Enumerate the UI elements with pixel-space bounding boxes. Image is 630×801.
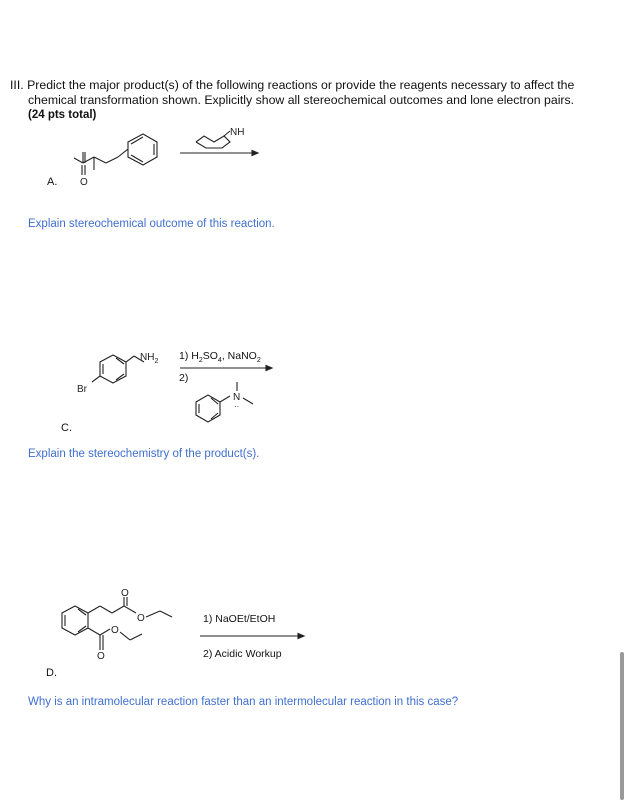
part-d-prompt: Why is an intramolecular reaction faster than an intermolecular reaction in this case?	[28, 696, 459, 708]
question-points: (24 pts total)	[28, 109, 97, 121]
question-line-2: chemical transformation shown. Explicitly show all stereochemical outcomes and lone electron pairs.	[28, 93, 575, 107]
part-c-amine-nitrogen: N	[233, 392, 241, 403]
part-c-step1: 1) $H_2SO_4$, NaNO$_2$	[179, 350, 261, 365]
question-line-1: III. Predict the major product(s) of the following reactions or provide the reagents necessary to affect the	[10, 78, 575, 92]
part-c-reactant-structure	[92, 355, 144, 383]
part-a-label: A.	[47, 176, 58, 188]
part-a-reagent-nh: NH	[230, 127, 245, 138]
part-a-carbonyl-oxygen: O	[80, 177, 88, 188]
part-d-upper-carbonyl-oxygen: O	[121, 588, 129, 599]
part-d-reactant-structure	[62, 597, 172, 650]
part-a-reactant-structure	[74, 134, 157, 175]
part-d-lower-carbonyl-oxygen: O	[97, 651, 105, 662]
part-c-lone-pair: ··	[234, 402, 240, 411]
part-c-step2: 2)	[179, 372, 189, 384]
part-c-prompt: Explain the stereochemistry of the product(s).	[28, 448, 260, 460]
part-d-upper-ester-oxygen: O	[137, 613, 145, 624]
part-c-label: C.	[61, 422, 72, 434]
vertical-scrollbar[interactable]	[620, 652, 624, 800]
part-d-label: D.	[46, 667, 57, 679]
part-d-lower-ester-oxygen: O	[111, 625, 119, 636]
part-a-reagent-structure	[196, 131, 230, 148]
part-c-bromo: Br	[77, 384, 87, 395]
part-c-amine-reagent-structure	[196, 382, 253, 422]
part-d-step1: 1) NaOEt/EtOH	[203, 613, 276, 625]
part-d-step2: 2) Acidic Workup	[203, 648, 282, 660]
part-c-amine: $NH_2$	[140, 352, 159, 365]
part-a-prompt: Explain stereochemical outcome of this reaction.	[28, 218, 275, 230]
